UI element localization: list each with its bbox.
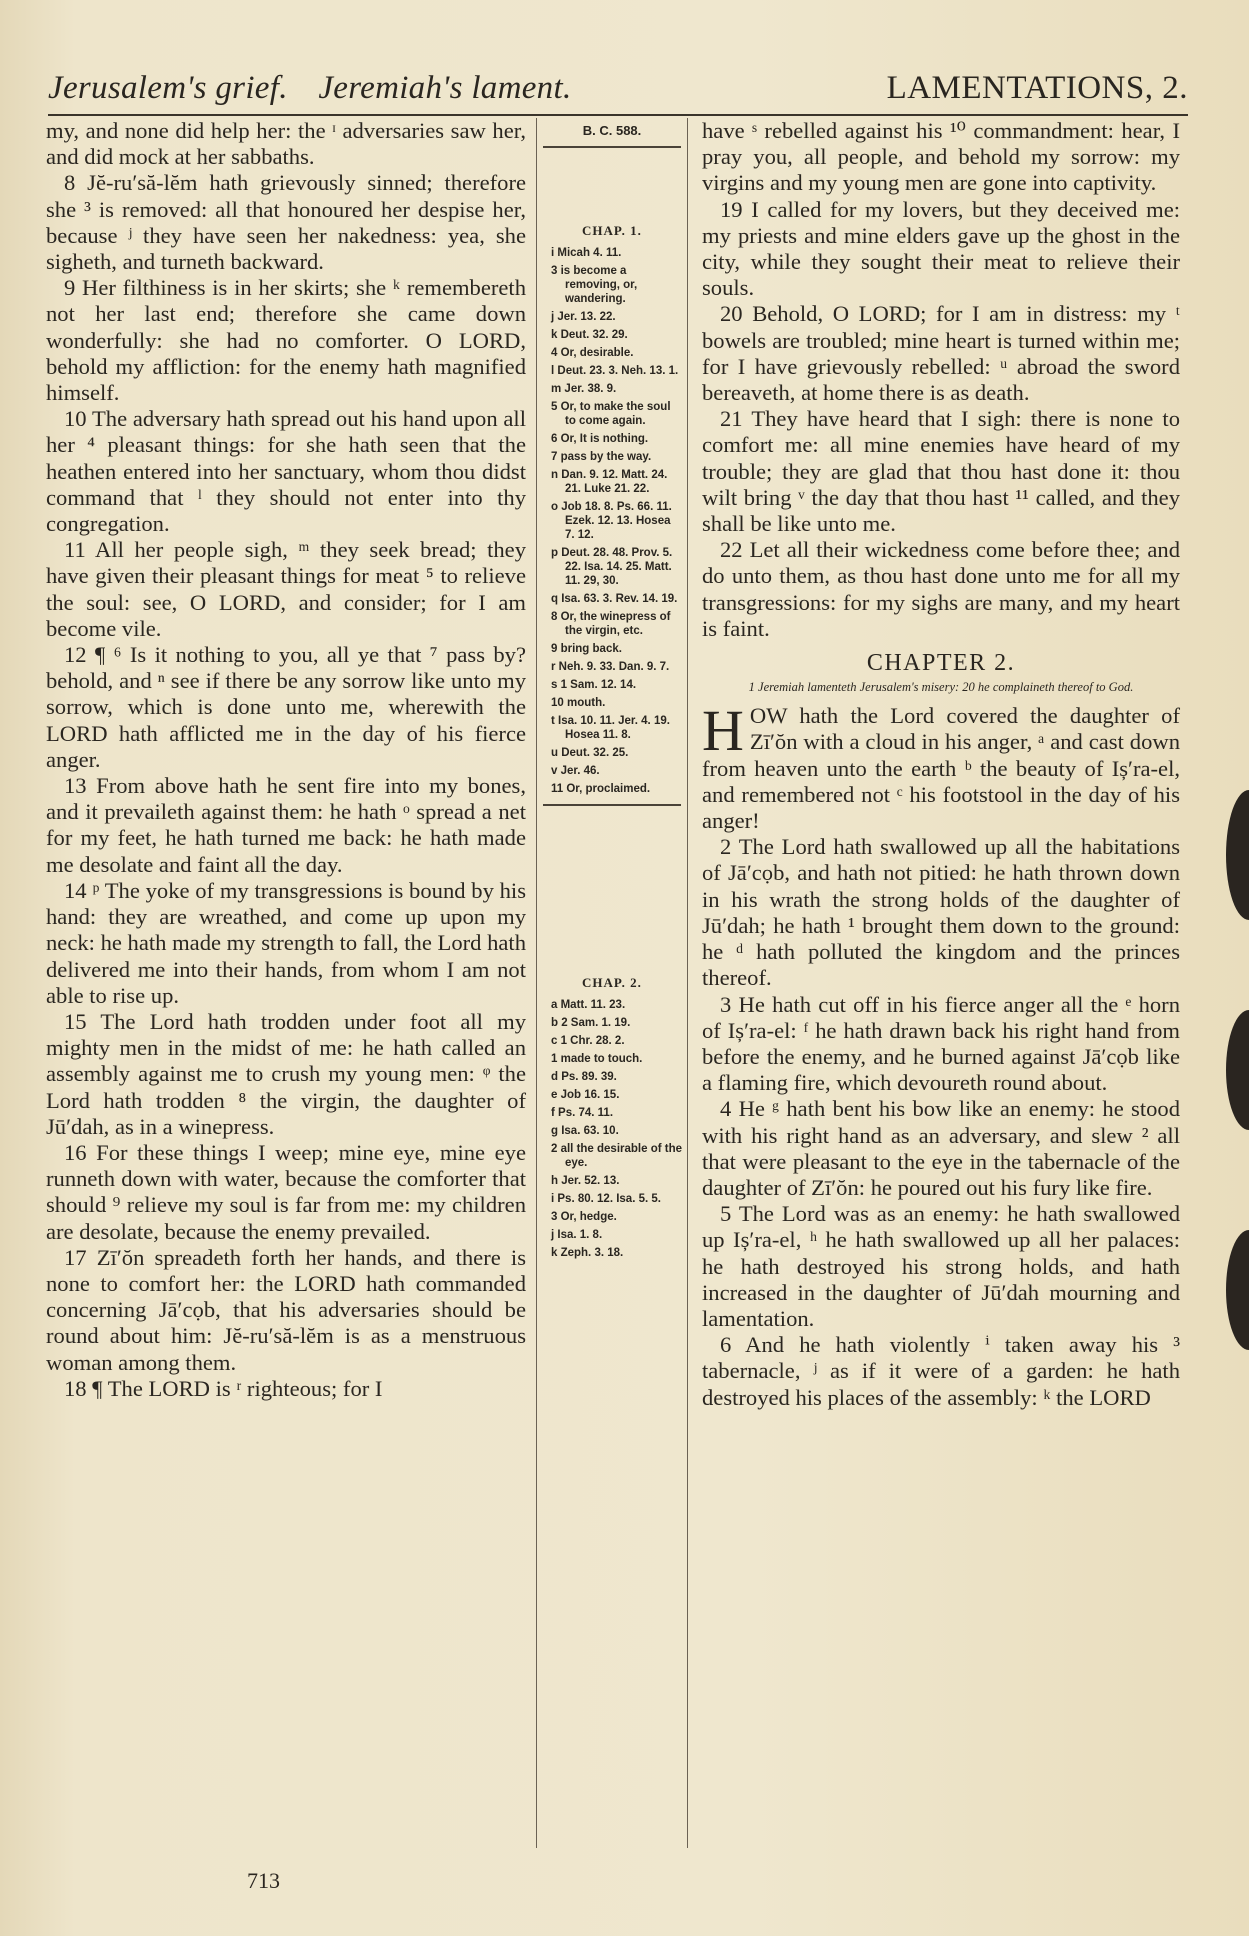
margin-reference-note: q Isa. 63. 3. Rev. 14. 19. — [551, 593, 678, 605]
thumb-index-tab — [1226, 1010, 1249, 1130]
header-topics — [48, 70, 594, 107]
margin-reference-note: r Neh. 9. 33. Dan. 9. 7. — [551, 661, 670, 673]
verse-text: 16 For these things I weep; mine eye, mine eye runneth down with water, because the comforter that should ⁹ relieve my soul is far from me: my children are desolate, because the enemy prevailed. — [46, 1139, 526, 1244]
margin-reference-note: d Ps. 89. 39. — [551, 1071, 617, 1083]
margin-reference-note: j Isa. 1. 8. — [551, 1229, 603, 1241]
margin-chapter-heading: CHAP. 2. — [582, 975, 642, 990]
page-number: 713 — [247, 1868, 280, 1893]
margin-reference-note: 3 is become a removing, or, wandering. — [551, 265, 638, 305]
margin-reference-note: k Deut. 32. 29. — [551, 329, 628, 341]
margin-reference-note: f Ps. 74. 11. — [551, 1107, 614, 1119]
margin-reference-note: l Deut. 23. 3. Neh. 13. 1. — [551, 365, 679, 377]
margin-reference-note: 8 Or, the winepress of the virgin, etc. — [551, 611, 671, 637]
margin-reference-note: e Job 16. 15. — [551, 1089, 620, 1101]
verse-text: 10 The adversary hath spread out his hand upon all her ⁴ pleasant things: for she hath seen that the heathen entered into her sanctuary, whom thou didst command that ˡ they should not enter into thy congregation. — [46, 406, 526, 537]
verse-text: my, and none did help her: the ᶦ adversaries saw her, and did mock at her sabbaths. — [46, 118, 526, 170]
margin-reference-note: p Deut. 28. 48. Prov. 5. 22. Isa. 14. 25. Matt. 11. 29, 30. — [551, 547, 673, 587]
verse-text: 22 Let all their wickedness come before thee; and do unto them, as thou hast done unto me for all my transgressions: for my sighs are many, and my heart is faint. — [702, 537, 1180, 641]
verse-text: 11 All her people sigh, ᵐ they seek bread; they have given their pleasant things for meat ⁵ to relieve the soul: see, O LORD, and consider; for I am become vile. — [46, 537, 526, 641]
margin-date: B. C. 588. — [582, 123, 642, 138]
verse-text: 9 Her filthiness is in her skirts; she ᵏ remembereth not her last end; therefore she came down wonderfully: she had no comforter. O LORD, behold my affliction: for the enemy hath magnified himself. — [46, 275, 526, 406]
margin-reference-note: j Jer. 13. 22. — [551, 311, 616, 323]
verse-text: 12 ¶ ⁶ Is it nothing to you, all ye that ⁷ pass by? behold, and ⁿ see if there be any sorrow like unto my sorrow, which is done unto me, wherewith the LORD hath afflicted me in the day of his fierce anger. — [46, 642, 526, 772]
verse-text: 18 ¶ The LORD is ʳ righteous; for I — [64, 1375, 383, 1401]
verse-text: 4 He ᵍ hath bent his bow like an enemy: he stood with his right hand as an adversary, and slew ² all that were pleasant to the eye in the tabernacle of the daughter of Zī′ŏn: he poured out his fury like fire. — [702, 1096, 1180, 1200]
margin-reference-note: i Micah 4. 11. — [551, 247, 622, 259]
verse-text: 15 The Lord hath trodden under foot all my mighty men in the midst of me: he hath called an assembly against me to crush my young men: ᵠ the Lord hath trodden ⁸ the virgin, the daughter of Jū′dah, as in a winepress. — [46, 1008, 526, 1139]
margin-reference-note: s 1 Sam. 12. 14. — [551, 679, 637, 691]
thumb-index-tab — [1226, 1230, 1249, 1350]
verse-text: 8 Jĕ-ru′să-lĕm hath grievously sinned; therefore she ³ is removed: all that honoured her despise her, because ʲ they have seen her nakedness: yea, she sigheth, and turneth backward. — [46, 170, 526, 275]
chapter-heading: CHAPTER 2. — [866, 650, 1016, 677]
margin-reference-note: g Isa. 63. 10. — [551, 1125, 619, 1137]
margin-reference-note: 2 all the desirable of the eye. — [551, 1143, 683, 1169]
right-text-column — [702, 118, 1180, 1411]
margin-reference-note: 9 bring back. — [551, 643, 622, 655]
margin-reference-note: m Jer. 38. 9. — [551, 383, 617, 395]
margin-reference-note: t Isa. 10. 11. Jer. 4. 19. Hosea 11. 8. — [551, 715, 670, 741]
margin-reference-note: 1 made to touch. — [551, 1053, 643, 1065]
margin-reference-note: 5 Or, to make the soul to come again. — [551, 401, 671, 427]
verse-text: OW hath the Lord covered the daughter of Zī′ŏn with a cloud in his anger, ᵃ and cast down from heaven unto the earth ᵇ the beauty of Iș′ra-el, and remembered not ᶜ his footstool in the day of his anger! — [702, 703, 1180, 834]
verse-text: 14 ᵖ The yoke of my transgressions is bound by his hand: they are wreathed, and come up upon my neck: he hath made my strength to fall, the Lord hath delivered me into their hands, from whom I am not able to rise up. — [46, 877, 526, 1008]
margin-reference-note: 11 Or, proclaimed. — [551, 783, 651, 795]
verse-text: 3 He hath cut off in his fierce anger all the ᵉ horn of Iș′ra-el: ᶠ he hath drawn back his right hand from before the enemy, and he burned against Jā′cọb like a flaming fire, which devoureth round about. — [702, 991, 1180, 1096]
margin-chapter-heading: CHAP. 1. — [582, 223, 642, 238]
header-book-chapter: LAMENTATIONS, 2. — [886, 70, 1188, 106]
margin-reference-note: i Ps. 80. 12. Isa. 5. 5. — [551, 1193, 661, 1205]
header-topic-1: Jerusalem's grief. — [48, 70, 288, 106]
margin-reference-note: c 1 Chr. 28. 2. — [551, 1035, 625, 1047]
verse-text: have ˢ rebelled against his ¹⁰ commandment: hear, I pray you, all people, and behold my sorrow: my virgins and my young men are gone into captivity. — [702, 118, 1180, 196]
margin-reference-note: u Deut. 32. 25. — [551, 747, 629, 759]
verse-text: 13 From above hath he sent fire into my bones, and it prevaileth against them: he hath ᵒ spread a net for my feet, he hath turned me back: he hath made me desolate and faint all the day. — [46, 773, 526, 877]
margin-reference-note: a Matt. 11. 23. — [551, 999, 626, 1011]
margin-reference-note: 6 Or, It is nothing. — [551, 433, 649, 445]
margin-reference-note: 10 mouth. — [551, 697, 606, 709]
margin-reference-note: v Jer. 46. — [551, 765, 600, 777]
margin-reference-note: 7 pass by the way. — [551, 451, 652, 463]
running-header — [48, 66, 1188, 116]
verse-text: 5 The Lord was as an enemy: he hath swallowed up Iș′ra-el, ʰ he hath swallowed up all her palaces: he hath destroyed his strong holds, and hath increased in the daughter of Jū′dah mourning and lamentation. — [702, 1201, 1180, 1331]
margin-reference-note: h Jer. 52. 13. — [551, 1175, 620, 1187]
margin-reference-note: b 2 Sam. 1. 19. — [551, 1017, 631, 1029]
verse-text: 17 Zī′ŏn spreadeth forth her hands, and there is none to comfort her: the LORD hath commanded concerning Jā′cọb, that his adversaries should be round about him: Jĕ-ru′să-lĕm is as a menstruous woman among them. — [46, 1244, 526, 1375]
margin-reference-note: 4 Or, desirable. — [551, 347, 634, 359]
margin-divider — [543, 146, 681, 148]
verse-text: 20 Behold, O LORD; for I am in distress: my ᵗ bowels are troubled; mine heart is turned within me; for I have grievously rebelled: ᵘ abroad the sword bereaveth, at home there is as death. — [702, 301, 1180, 406]
margin-notes-chapter-2 — [537, 998, 687, 1260]
margin-reference-note: 3 Or, hedge. — [551, 1211, 617, 1223]
margin-reference-note: k Zeph. 3. 18. — [551, 1247, 624, 1259]
margin-divider — [543, 804, 681, 806]
margin-notes-chapter-1 — [537, 246, 687, 796]
chapter-opening-verse — [702, 698, 1180, 834]
thumb-index-tab — [1226, 790, 1249, 920]
verse-text: 6 And he hath violently ⁱ taken away his ³ tabernacle, ʲ as if it were of a garden: he hath destroyed his places of the assembly: ᵏ the LORD — [702, 1332, 1180, 1410]
margin-reference-note: o Job 18. 8. Ps. 66. 11. Ezek. 12. 13. Hosea 7. 12. — [551, 501, 672, 541]
header-topic-2: Jeremiah's lament. — [318, 70, 572, 106]
left-text-column — [46, 118, 526, 1402]
drop-cap: H — [702, 698, 744, 764]
chapter-summary: 1 Jeremiah lamenteth Jerusalem's misery: 20 he complaineth thereof to God. — [748, 680, 1134, 695]
margin-reference-note: n Dan. 9. 12. Matt. 24. 21. Luke 21. 22. — [551, 469, 668, 495]
verse-text: 21 They have heard that I sigh: there is none to comfort me: all mine enemies have heard of my trouble; they are glad that thou hast done it: thou wilt bring ᵛ the day that thou hast ¹¹ called, and they shall be like unto me. — [702, 406, 1180, 537]
center-reference-column — [536, 118, 688, 1848]
verse-text: 19 I called for my lovers, but they deceived me: my priests and mine elders gave up the ghost in the city, while they sought their meat to relieve their souls. — [702, 196, 1180, 301]
verse-text: 2 The Lord hath swallowed up all the habitations of Jā′cọb, and hath not pitied: he hath thrown down in his wrath the strong holds of the daughter of Jū′dah; he hath ¹ brought them down to the ground: he ᵈ hath polluted the kingdom and the princes thereof. — [702, 834, 1180, 991]
